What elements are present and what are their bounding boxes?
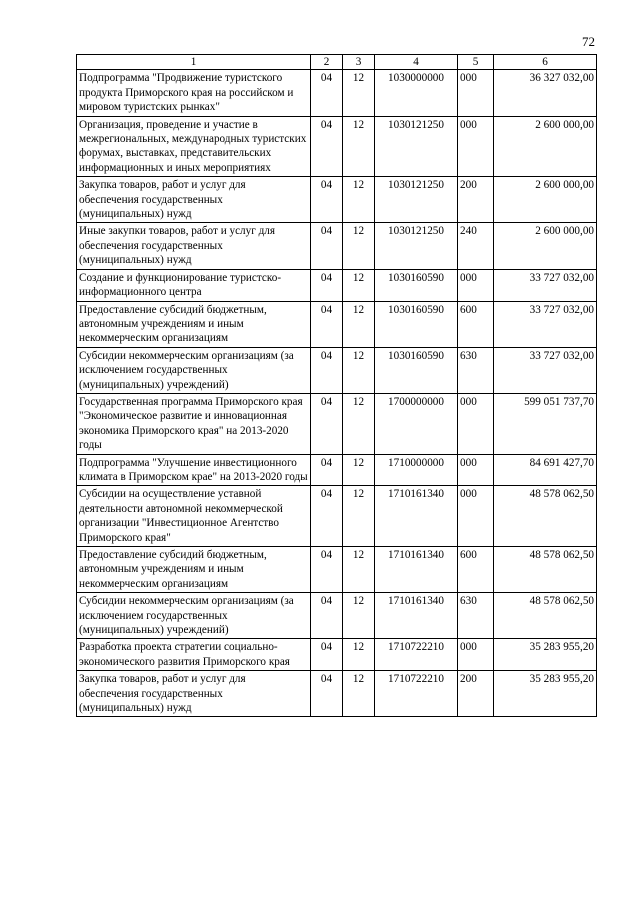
row-subsection: 12: [343, 671, 375, 717]
row-name: Закупка товаров, работ и услуг для обеспечения государственных (муниципальных) нужд: [77, 671, 311, 717]
row-name: Предоставление субсидий бюджетным, автономным учреждениям и иным некоммерческим организациям: [77, 547, 311, 593]
row-target-article: 1030121250: [375, 116, 458, 177]
row-name: Подпрограмма "Улучшение инвестиционного климата в Приморском крае" на 2013-2020 годы: [77, 454, 311, 486]
header-cell-target-article: 4: [375, 55, 458, 70]
row-section: 04: [311, 454, 343, 486]
row-amount: 36 327 032,00: [494, 70, 597, 116]
row-name: Субсидии на осуществление уставной деятельности автономной некоммерческой организации "Инвестиционное Агентство Приморского края": [77, 486, 311, 547]
row-subsection: 12: [343, 116, 375, 177]
row-section: 04: [311, 347, 343, 393]
table-row: [77, 593, 597, 639]
row-expense-type: 000: [458, 269, 494, 301]
row-amount: 33 727 032,00: [494, 269, 597, 301]
page-number: 72: [582, 34, 595, 49]
row-target-article: 1030160590: [375, 347, 458, 393]
row-subsection: 12: [343, 486, 375, 547]
row-section: 04: [311, 223, 343, 269]
row-amount: 33 727 032,00: [494, 347, 597, 393]
row-name: Государственная программа Приморского края "Экономическое развитие и инновационная экономика Приморского края" на 2013-2020 годы: [77, 393, 311, 454]
row-target-article: 1710000000: [375, 454, 458, 486]
row-subsection: 12: [343, 547, 375, 593]
row-subsection: 12: [343, 177, 375, 223]
row-target-article: 1030121250: [375, 223, 458, 269]
table-row: [77, 486, 597, 547]
row-expense-type: 200: [458, 671, 494, 717]
row-expense-type: 240: [458, 223, 494, 269]
row-section: 04: [311, 547, 343, 593]
row-section: 04: [311, 177, 343, 223]
row-section: 04: [311, 593, 343, 639]
row-expense-type: 600: [458, 547, 494, 593]
row-subsection: 12: [343, 301, 375, 347]
row-expense-type: 600: [458, 301, 494, 347]
row-name: Субсидии некоммерческим организациям (за исключением государственных (муниципальных) учреждений): [77, 347, 311, 393]
row-section: 04: [311, 393, 343, 454]
row-expense-type: 000: [458, 486, 494, 547]
row-section: 04: [311, 301, 343, 347]
row-section: 04: [311, 70, 343, 116]
table-row: [77, 347, 597, 393]
row-target-article: 1710722210: [375, 671, 458, 717]
row-target-article: 1700000000: [375, 393, 458, 454]
row-expense-type: 200: [458, 177, 494, 223]
table-row: [77, 547, 597, 593]
row-section: 04: [311, 671, 343, 717]
row-name: Субсидии некоммерческим организациям (за исключением государственных (муниципальных) учреждений): [77, 593, 311, 639]
row-amount: 84 691 427,70: [494, 454, 597, 486]
row-name: Иные закупки товаров, работ и услуг для обеспечения государственных (муниципальных) нужд: [77, 223, 311, 269]
row-target-article: 1030121250: [375, 177, 458, 223]
table-row: [77, 269, 597, 301]
table-row: [77, 116, 597, 177]
row-amount: 35 283 955,20: [494, 639, 597, 671]
table-row: [77, 393, 597, 454]
row-subsection: 12: [343, 269, 375, 301]
table-row: [77, 223, 597, 269]
row-target-article: 1710161340: [375, 486, 458, 547]
row-target-article: 1030000000: [375, 70, 458, 116]
row-expense-type: 630: [458, 347, 494, 393]
row-subsection: 12: [343, 593, 375, 639]
table-row: [77, 639, 597, 671]
row-section: 04: [311, 269, 343, 301]
header-row: [77, 55, 597, 70]
row-target-article: 1030160590: [375, 269, 458, 301]
row-name: Закупка товаров, работ и услуг для обеспечения государственных (муниципальных) нужд: [77, 177, 311, 223]
header-cell-name: 1: [77, 55, 311, 70]
row-section: 04: [311, 639, 343, 671]
row-section: 04: [311, 116, 343, 177]
row-expense-type: 630: [458, 593, 494, 639]
row-expense-type: 000: [458, 116, 494, 177]
row-amount: 2 600 000,00: [494, 177, 597, 223]
row-target-article: 1710161340: [375, 547, 458, 593]
header-cell-section: 2: [311, 55, 343, 70]
row-target-article: 1710161340: [375, 593, 458, 639]
row-name: Предоставление субсидий бюджетным, автономным учреждениям и иным некоммерческим организациям: [77, 301, 311, 347]
table-row: [77, 70, 597, 116]
row-subsection: 12: [343, 639, 375, 671]
row-amount: 599 051 737,70: [494, 393, 597, 454]
row-name: Разработка проекта стратегии социально-экономического развития Приморского края: [77, 639, 311, 671]
row-subsection: 12: [343, 454, 375, 486]
row-section: 04: [311, 486, 343, 547]
row-expense-type: 000: [458, 454, 494, 486]
row-amount: 35 283 955,20: [494, 671, 597, 717]
row-expense-type: 000: [458, 393, 494, 454]
row-target-article: 1710722210: [375, 639, 458, 671]
table-row: [77, 671, 597, 717]
row-name: Подпрограмма "Продвижение туристского продукта Приморского края на российском и мировом туристских рынках": [77, 70, 311, 116]
table-row: [77, 301, 597, 347]
row-target-article: 1030160590: [375, 301, 458, 347]
table-row: [77, 177, 597, 223]
row-amount: 48 578 062,50: [494, 547, 597, 593]
row-subsection: 12: [343, 223, 375, 269]
row-name: Создание и функционирование туристско-информационного центра: [77, 269, 311, 301]
row-amount: 2 600 000,00: [494, 116, 597, 177]
header-cell-subsection: 3: [343, 55, 375, 70]
row-amount: 33 727 032,00: [494, 301, 597, 347]
row-amount: 48 578 062,50: [494, 593, 597, 639]
header-cell-expense-type: 5: [458, 55, 494, 70]
table-row: [77, 454, 597, 486]
row-subsection: 12: [343, 347, 375, 393]
budget-table: [76, 54, 597, 717]
row-amount: 48 578 062,50: [494, 486, 597, 547]
row-amount: 2 600 000,00: [494, 223, 597, 269]
row-subsection: 12: [343, 393, 375, 454]
header-cell-amount: 6: [494, 55, 597, 70]
row-expense-type: 000: [458, 639, 494, 671]
row-name: Организация, проведение и участие в межрегиональных, международных туристских форумах, выставках, представительских информационных и иных мероприятиях: [77, 116, 311, 177]
row-subsection: 12: [343, 70, 375, 116]
row-expense-type: 000: [458, 70, 494, 116]
